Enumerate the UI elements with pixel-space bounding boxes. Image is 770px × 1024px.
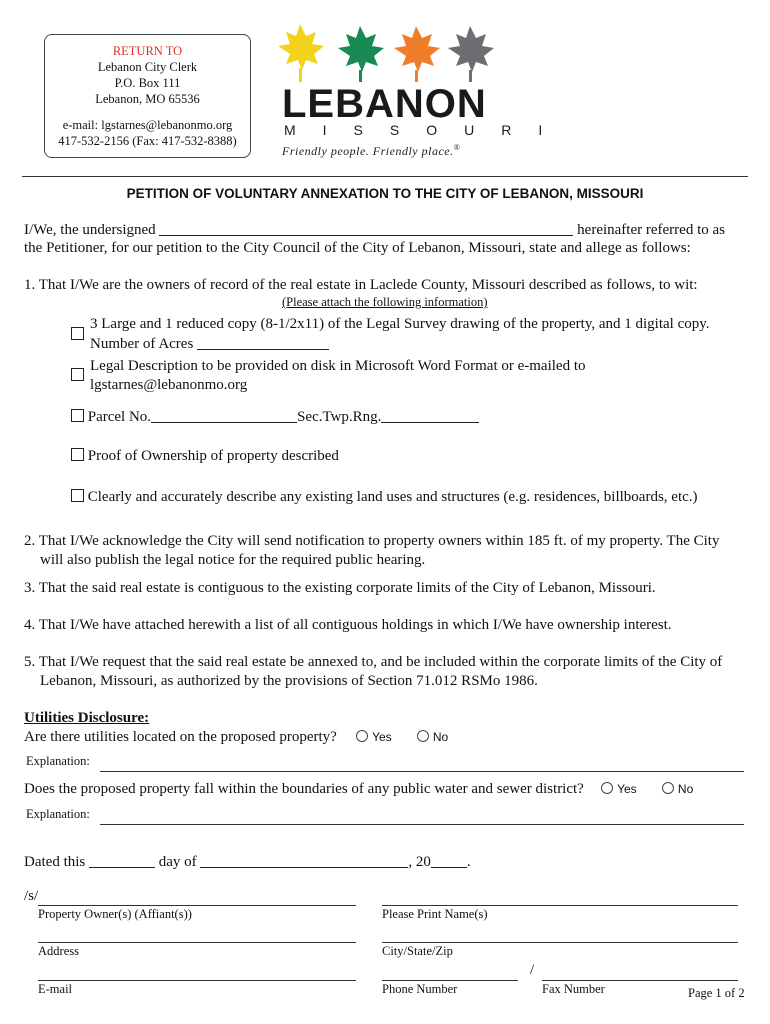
green-leaf-icon: [338, 26, 384, 82]
explanation-2-label: Explanation:: [26, 807, 90, 821]
item-4: 4. That I/We have attached herewith a list of all contiguous holdings in which I/We have ownership interest.: [24, 617, 672, 633]
signature-mark: /s/: [24, 888, 39, 904]
q2-no-label: No: [677, 782, 694, 796]
explanation-2-field[interactable]: [100, 824, 744, 825]
return-line: Lebanon, MO 65536: [95, 92, 200, 106]
return-line: Lebanon City Clerk: [97, 60, 198, 74]
city-state-zip-label: City/State/Zip: [382, 944, 453, 958]
return-phone: 417-532-2156 (Fax: 417-532-8388): [58, 134, 237, 148]
fax-label: Fax Number: [542, 982, 605, 996]
address-label: Address: [38, 944, 79, 958]
page-number: Page 1 of 2: [688, 986, 745, 1000]
survey-checkbox[interactable]: [71, 327, 84, 340]
dated-line: Dated this day of , 20 .: [24, 854, 471, 870]
item-2: 2. That I/We acknowledge the City will send notification to property owners within 185 ft. of my property. The City: [24, 533, 720, 549]
utilities-question-1: Are there utilities located on the proposed property? Yes No: [24, 729, 449, 745]
explanation-1-label: Explanation:: [26, 754, 90, 768]
q2-no-radio[interactable]: [662, 782, 674, 794]
explanation-1-field[interactable]: [100, 771, 744, 772]
parcel-checkbox[interactable]: [71, 409, 84, 422]
print-name-field[interactable]: [382, 905, 738, 906]
q2-yes-label: Yes: [617, 782, 637, 796]
parcel-line: Parcel No. Sec.Twp.Rng.: [71, 408, 479, 426]
intro-line-2: the Petitioner, for our petition to the City Council of the City of Lebanon, Missouri, state and allege as follows:: [24, 240, 691, 256]
intro-line-1: I/We, the undersigned hereinafter referred to as: [24, 222, 725, 238]
header-divider: [22, 176, 748, 177]
q1-no-label: No: [432, 730, 449, 744]
day-field[interactable]: [89, 853, 155, 868]
yellow-leaf-icon: [278, 24, 324, 82]
address-field[interactable]: [38, 942, 356, 943]
logo-state: MISSOURI: [284, 122, 570, 138]
fax-field[interactable]: [542, 980, 738, 981]
page-title: PETITION OF VOLUNTARY ANNEXATION TO THE CITY OF LEBANON, MISSOURI: [126, 186, 644, 201]
logo-tagline: Friendly people. Friendly place.®: [282, 143, 461, 158]
item-5: 5. That I/We request that the said real estate be annexed to, and be included within the corporate limits of the City of: [24, 654, 723, 670]
return-to-heading: RETURN TO: [112, 44, 183, 58]
q1-yes-label: Yes: [372, 730, 392, 744]
return-address-box: [44, 34, 251, 158]
item-2-cont: will also publish the legal notice for the required public hearing.: [40, 552, 426, 568]
utilities-question-2: Does the proposed property fall within the boundaries of any public water and sewer district? Yes No: [24, 781, 694, 797]
city-state-zip-field[interactable]: [382, 942, 738, 943]
undersigned-name-field[interactable]: [159, 221, 573, 236]
phone-label: Phone Number: [382, 982, 458, 996]
item-5-cont: Lebanon, Missouri, as authorized by the provisions of Section 71.012 RSMo 1986.: [40, 673, 538, 689]
q1-no-radio[interactable]: [417, 730, 429, 742]
ownership-checkbox[interactable]: [71, 448, 84, 461]
leaves-icon: [270, 22, 500, 84]
phone-fax-separator: /: [530, 962, 535, 978]
owner-signature-field[interactable]: [38, 905, 356, 906]
print-name-label: Please Print Name(s): [382, 907, 488, 921]
month-field[interactable]: [200, 853, 408, 868]
phone-field[interactable]: [382, 980, 518, 981]
item-3: 3. That the said real estate is contiguous to the existing corporate limits of the City of Lebanon, Missouri.: [24, 580, 656, 596]
gray-leaf-icon: [448, 26, 494, 82]
email-label: E-mail: [38, 982, 73, 996]
acres-line: Number of Acres: [90, 335, 329, 353]
legal-description-text: Legal Description to be provided on disk in Microsoft Word Format or e-mailed to: [90, 358, 586, 374]
utilities-heading: Utilities Disclosure:: [24, 710, 150, 726]
q2-yes-radio[interactable]: [601, 782, 613, 794]
return-email: e-mail: lgstarnes@lebanonmo.org: [62, 118, 233, 132]
lebanon-logo: [270, 22, 570, 162]
parcel-field[interactable]: [151, 408, 297, 423]
ownership-line: Proof of Ownership of property described: [71, 448, 339, 465]
logo-wordmark: LEBANON: [282, 82, 487, 126]
return-line: P.O. Box 111: [114, 76, 181, 90]
land-use-line: Clearly and accurately describe any existing land uses and structures (e.g. residences, billboards, etc.): [71, 489, 698, 506]
survey-text: 3 Large and 1 reduced copy (8-1/2x11) of the Legal Survey drawing of the property, and 1 digital copy.: [90, 316, 710, 332]
email-field[interactable]: [38, 980, 356, 981]
item-1: 1. That I/We are the owners of record of the real estate in Laclede County, Missouri described as follows, to wit:: [24, 277, 698, 293]
legal-description-checkbox[interactable]: [71, 368, 84, 381]
year-field[interactable]: [431, 853, 467, 868]
orange-leaf-icon: [394, 26, 440, 82]
acres-field[interactable]: [197, 335, 329, 350]
sec-twp-rng-field[interactable]: [381, 408, 479, 423]
owner-label: Property Owner(s) (Affiant(s)): [38, 907, 192, 921]
land-use-checkbox[interactable]: [71, 489, 84, 502]
q1-yes-radio[interactable]: [356, 730, 368, 742]
attach-note: (Please attach the following information): [282, 295, 488, 309]
legal-description-email: lgstarnes@lebanonmo.org: [90, 377, 248, 393]
